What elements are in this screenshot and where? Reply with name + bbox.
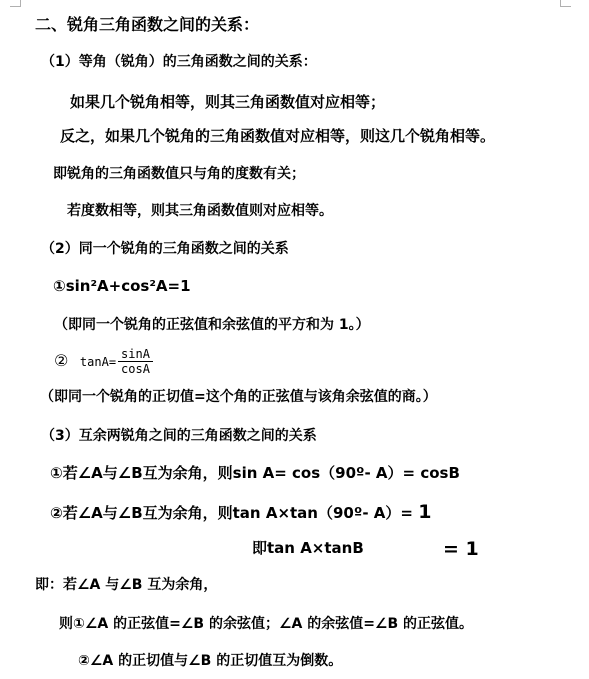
formula2-numerator: sinA — [118, 347, 153, 362]
formula2-denominator: cosA — [121, 362, 150, 376]
item2-text: ②若∠A与∠B互为余角，则tan A×tan（90º- A）= — [50, 504, 413, 522]
formula2-marker: ② — [54, 351, 69, 370]
formula2-lhs: tanA= — [79, 354, 117, 369]
item2-value: 1 — [418, 501, 432, 523]
formula1-explanation: （即同一个锐角的正弦值和余弦值的平方和为 1。） — [54, 317, 370, 333]
formula2-fraction — [118, 347, 153, 376]
tangent-product-value: = 1 — [443, 538, 479, 560]
complementary-sine-cosine: ①若∠A与∠B互为余角，则sin A= cos（90º- A）= cosB — [50, 464, 460, 482]
summary-intro: 即：若∠A 与∠B 互为余角， — [35, 577, 218, 593]
summary-point2: ②∠A 的正切值与∠B 的正切值互为倒数。 — [78, 653, 343, 669]
section-heading: 二、锐角三角函数之间的关系： — [35, 15, 260, 34]
summary-point1: 则①∠A 的正弦值=∠B 的余弦值；∠A 的余弦值=∠B 的正弦值。 — [59, 616, 474, 632]
section3-title: （3）互余两锐角之间的三角函数之间的关系 — [41, 428, 317, 444]
formula-pythagorean-identity: ①sin²A+cos²A=1 — [53, 277, 191, 295]
section1-line3: 即锐角的三角函数值只与角的度数有关； — [53, 166, 305, 182]
tangent-product-restated: 即tan A×tanB — [252, 539, 364, 557]
section1-line4: 若度数相等，则其三角函数值则对应相等。 — [67, 203, 333, 219]
formula-tangent-quotient — [54, 347, 153, 376]
section2-title: （2）同一个锐角的三角函数之间的关系 — [41, 241, 289, 257]
section1-line2: 反之，如果几个锐角的三角函数值对应相等，则这几个锐角相等。 — [60, 127, 496, 145]
section1-title: （1）等角（锐角）的三角函数之间的关系： — [41, 54, 317, 70]
page-corner-mark-left — [10, 0, 21, 7]
section1-line1: 如果几个锐角相等，则其三角函数值对应相等； — [70, 93, 386, 111]
formula2-explanation: （即同一个锐角的正切值=这个角的正弦值与该角余弦值的商。） — [40, 389, 437, 405]
page-corner-mark-right — [560, 0, 571, 7]
complementary-tangent-product — [50, 503, 431, 522]
